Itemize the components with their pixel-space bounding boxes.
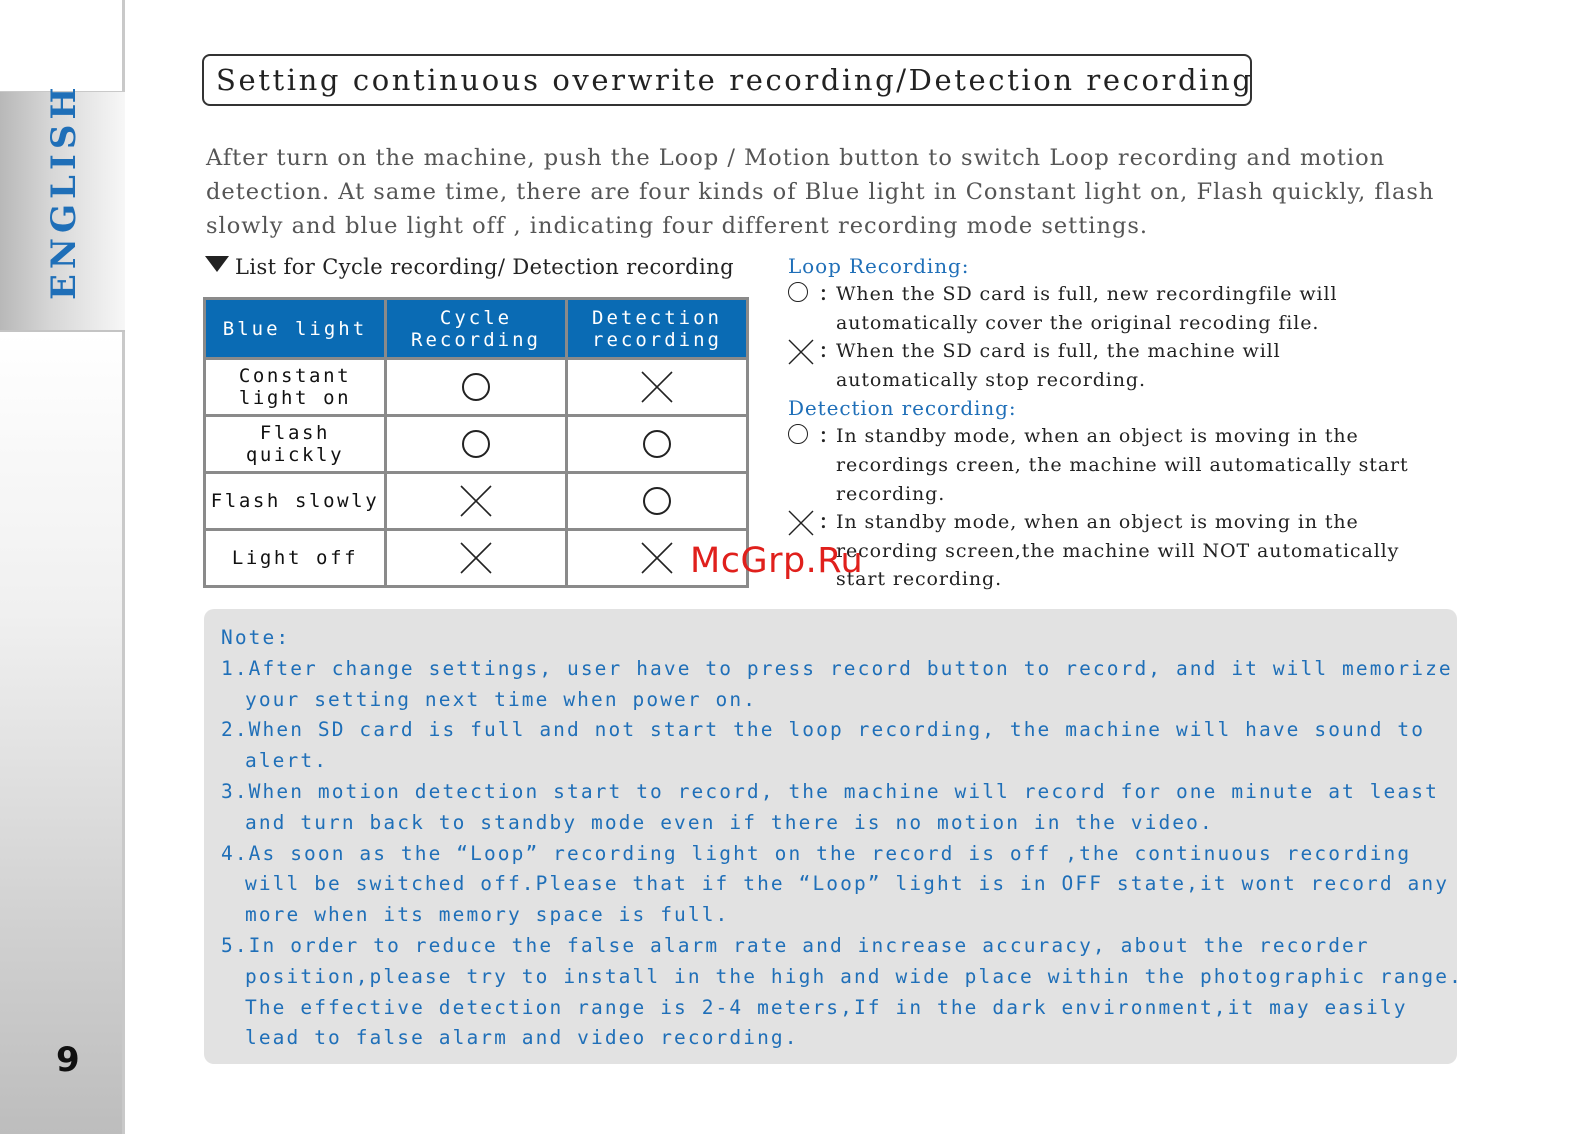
table-row	[205, 416, 748, 473]
header-label-line: Detection	[592, 306, 722, 329]
legend-text: automatically stop recording.	[836, 368, 1146, 391]
header-label-line: recording	[592, 328, 722, 351]
circle-icon	[462, 430, 490, 458]
note-line: 3.When motion detection start to record, the machine will record for one minute at least	[221, 779, 1439, 803]
intro-paragraph	[206, 141, 1466, 243]
note-line: The effective detection range is 2-4 meters,If in the dark environment,it may easily	[245, 995, 1408, 1019]
cross-icon	[788, 510, 814, 545]
list-heading	[205, 255, 734, 279]
detection-recording-title: Detection recording:	[788, 396, 1017, 421]
row-label-line: Constant	[238, 365, 352, 387]
row-label: Flash slowly	[205, 473, 386, 530]
recording-mode-table	[203, 297, 749, 588]
cycle-cell	[386, 473, 567, 530]
row-label: Flash quickly	[205, 416, 386, 473]
note-line: 2.When SD card is full and not start the loop recording, the machine will have sound to	[221, 718, 1426, 742]
legend-item-loop-circle	[788, 280, 1468, 337]
loop-recording-title: Loop Recording:	[788, 254, 970, 278]
sidebar-gradient-block	[0, 332, 125, 1134]
intro-line: After turn on the machine, push the Loop / Motion button to switch Loop recording and motion	[206, 145, 1386, 171]
note-line: more when its memory space is full.	[245, 903, 730, 927]
legend-text: When the SD card is full, the machine will	[836, 340, 1281, 363]
table-row	[205, 359, 748, 416]
legend-text: start recording.	[836, 568, 1003, 591]
table-row	[205, 473, 748, 530]
legend-text: recordings creen, the machine will automatically start	[836, 453, 1409, 476]
page-number: 9	[56, 1040, 80, 1080]
header-cycle-recording	[386, 299, 567, 359]
list-heading-text: List for Cycle recording/ Detection recording	[235, 255, 734, 279]
legend	[788, 252, 1468, 594]
legend-colon: ：	[819, 340, 839, 363]
cycle-cell	[386, 359, 567, 416]
detection-cell	[567, 416, 748, 473]
cross-icon	[460, 542, 492, 574]
row-label: Light off	[205, 530, 386, 587]
header-blue-light	[205, 299, 386, 359]
row-label	[205, 359, 386, 416]
cross-icon	[641, 371, 673, 403]
legend-colon: ：	[819, 283, 839, 305]
circle-icon	[643, 487, 671, 515]
table-header-row	[205, 299, 748, 359]
intro-line: detection. At same time, there are four kinds of Blue light in Constant light on, Flash quickly, flash	[206, 179, 1435, 205]
sidebar-top-block	[0, 0, 125, 94]
intro-line: slowly and blue light off , indicating four different recording mode settings.	[206, 213, 1149, 239]
legend-colon: ：	[819, 511, 839, 534]
note-line: 4.As soon as the “Loop” recording light on the record is off ,the continuous recording	[221, 841, 1412, 865]
note-line: and turn back to standby mode even if there is no motion in the video.	[245, 810, 1214, 834]
cycle-cell	[386, 530, 567, 587]
legend-text: recording.	[836, 482, 946, 505]
cross-icon	[641, 542, 673, 574]
row-label-line: light on	[238, 387, 352, 409]
detection-cell	[567, 359, 748, 416]
header-detection-recording	[567, 299, 748, 359]
legend-item-loop-cross	[788, 337, 1468, 394]
legend-item-detection-circle	[788, 422, 1468, 508]
section-title: Setting continuous overwrite recording/Detection recording	[216, 63, 1254, 97]
triangle-down-icon	[205, 256, 229, 272]
sidebar	[0, 0, 125, 1134]
header-label-line: Cycle	[439, 306, 513, 329]
legend-colon: ：	[819, 425, 839, 448]
legend-text: recording screen,the machine will NOT automatically	[836, 539, 1400, 562]
note-line: 5.In order to reduce the false alarm rate and increase accuracy, about the recorder	[221, 933, 1370, 957]
note-line: position,please try to install in the high and wide place within the photographic range.	[245, 964, 1463, 988]
note-line: will be switched off.Please that if the “Loop” light is in OFF state,it wont record any	[245, 872, 1450, 896]
legend-text: automatically cover the original recoding file.	[836, 311, 1320, 334]
circle-icon	[788, 282, 808, 311]
note-line: alert.	[245, 749, 329, 773]
language-tab-label: ENGLISH	[44, 82, 84, 300]
circle-icon	[788, 424, 808, 453]
note-line: 1.After change settings, user have to press record button to record, and it will memorize	[221, 656, 1453, 680]
cross-icon	[788, 339, 814, 374]
legend-text: In standby mode, when an object is moving in the	[836, 425, 1359, 448]
legend-text: In standby mode, when an object is moving in the	[836, 511, 1359, 534]
legend-text: When the SD card is full, new recordingfile will	[836, 283, 1338, 305]
table-row	[205, 530, 748, 587]
circle-icon	[643, 430, 671, 458]
cross-icon	[460, 485, 492, 517]
legend-item-detection-cross	[788, 508, 1468, 594]
note-heading: Note:	[221, 626, 291, 649]
section-title-box	[202, 54, 1252, 106]
header-label: Blue light	[222, 317, 368, 340]
note-box	[204, 609, 1463, 1064]
watermark: McGrp.Ru	[690, 541, 864, 581]
note-line: lead to false alarm and video recording.	[245, 1026, 799, 1050]
note-line: your setting next time when power on.	[245, 687, 758, 711]
detection-cell	[567, 473, 748, 530]
header-label-line: Recording	[411, 328, 541, 351]
cycle-cell	[386, 416, 567, 473]
circle-icon	[462, 373, 490, 401]
